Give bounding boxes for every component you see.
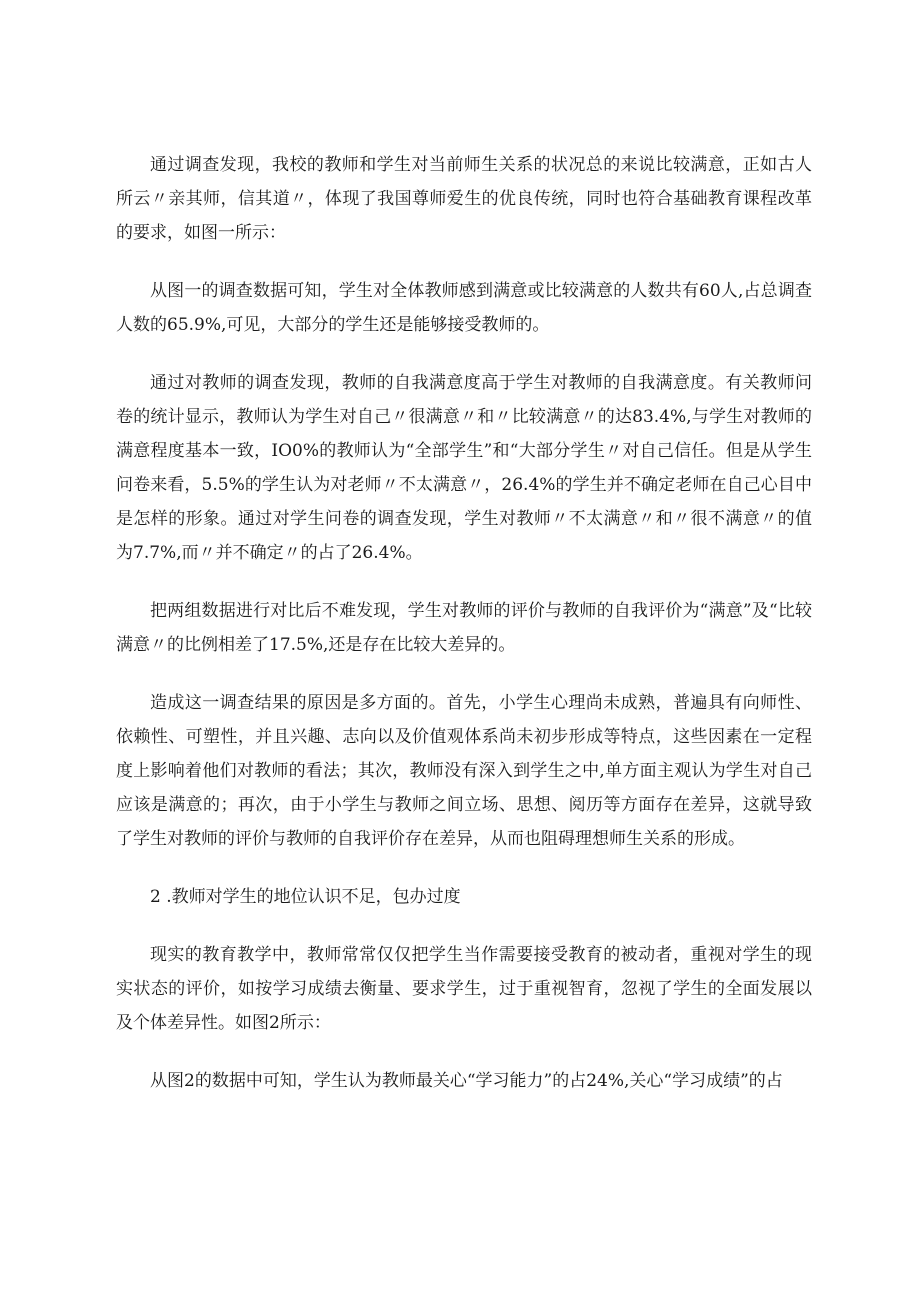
- paragraph-4: 把两组数据进行对比后不难发现，学生对教师的评价与教师的自我评价为“满意”及“比较满意〃的比例相差了17.5%,还是存在比较大差异的。: [116, 601, 812, 655]
- paragraph-3: 通过对教师的调查发现，教师的自我满意度高于学生对教师的自我满意度。有关教师问卷的统计显示，教师认为学生对自己〃很满意〃和〃比较满意〃的达83.4%,与学生对教师的满意程度基本一致，IO0%的教师认为“全部学生”和“大部分学生〃对自己信任。但是从学生问卷来看，5.5%的学生认为对老师〃不太满意〃，26.4%的学生并不确定老师在自己心目中是怎样的形象。通过对学生问卷的调查发现，学生对教师〃不太满意〃和〃很不满意〃的值为7.7%,而〃并不确定〃的占了26.4%。: [116, 373, 812, 563]
- paragraph-2: 从图一的调查数据可知，学生对全体教师感到满意或比较满意的人数共有60人,占总调查人数的65.9%,可见，大部分的学生还是能够接受教师的。: [116, 281, 812, 335]
- paragraph-1: 通过调查发现，我校的教师和学生对当前师生关系的状况总的来说比较满意，正如古人所云〃亲其师，信其道〃，体现了我国尊师爱生的优良传统，同时也符合基础教育课程改革的要求，如图一所示：: [116, 155, 812, 243]
- document-body: [116, 148, 812, 1122]
- section-heading: 2 .教师对学生的地位认识不足，包办过度: [150, 887, 461, 907]
- paragraph-7: 从图2的数据中可知，学生认为教师最关心“学习能力”的占24%,关心“学习成绩”的占: [150, 1071, 783, 1091]
- paragraph-6: 现实的教育教学中，教师常常仅仅把学生当作需要接受教育的被动者，重视对学生的现实状态的评价，如按学习成绩去衡量、要求学生，过于重视智育，忽视了学生的全面发展以及个体差异性。如图2所示：: [116, 945, 812, 1033]
- paragraph-5: 造成这一调查结果的原因是多方面的。首先，小学生心理尚未成熟，普遍具有向师性、依赖性、可塑性，并且兴趣、志向以及价值观体系尚未初步形成等特点，这些因素在一定程度上影响着他们对教师的看法；其次，教师没有深入到学生之中,单方面主观认为学生对自己应该是满意的；再次，由于小学生与教师之间立场、思想、阅历等方面存在差异，这就导致了学生对教师的评价与教师的自我评价存在差异，从而也阻碍理想师生关系的形成。: [116, 693, 812, 849]
